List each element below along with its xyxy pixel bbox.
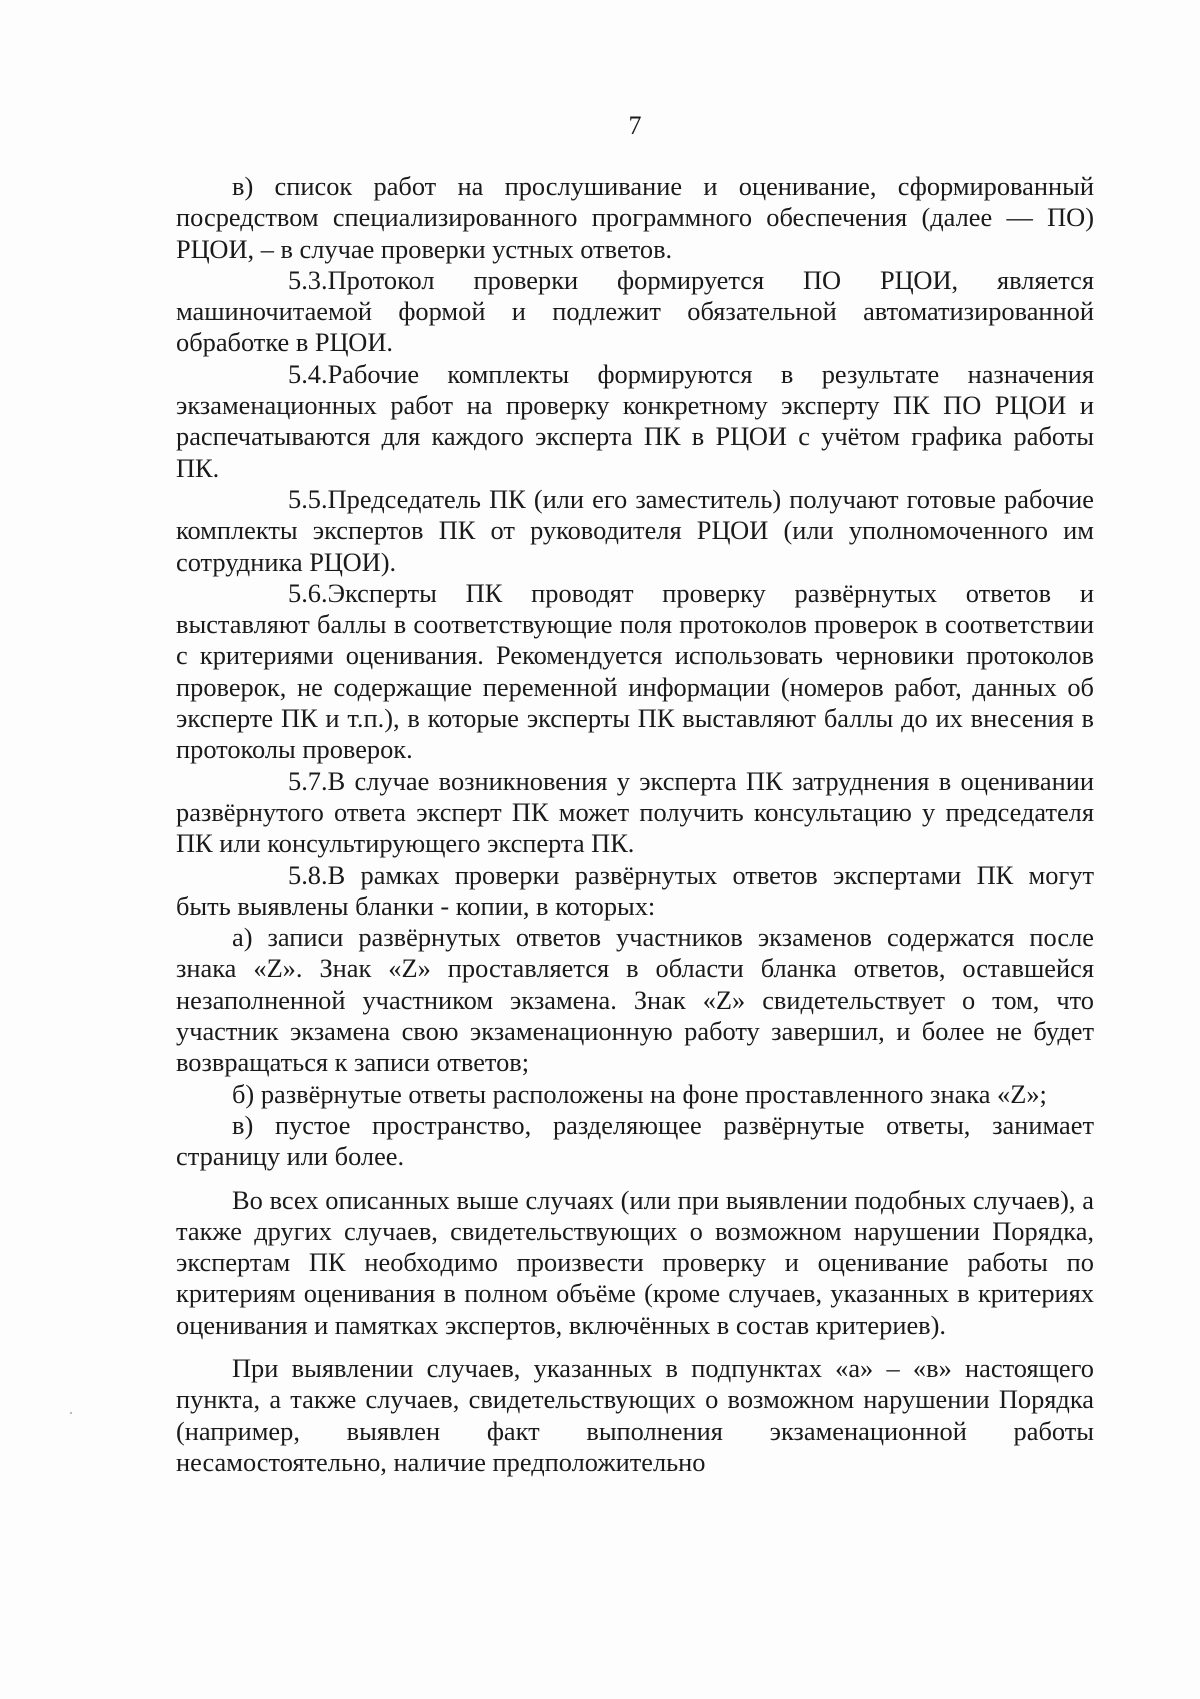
clause-number: 5.4. bbox=[288, 358, 328, 389]
list-item-text: б) развёрнутые ответы расположены на фоне проставленного знака «Z»; bbox=[232, 1078, 1047, 1109]
clause-text: Рабочие комплекты формируются в результате назначения экзаменационных работ на проверку конкретному эксперту ПК ПО РЦОИ и распечатываются для каждого эксперта ПК в РЦОИ с учётом графика работы ПК. bbox=[176, 358, 1094, 483]
clause-text: В случае возникновения у эксперта ПК затруднения в оценивании развёрнутого ответа эксперт ПК может получить консультацию у председателя ПК или консультирующего эксперта ПК. bbox=[176, 765, 1094, 859]
clause-5-5 bbox=[176, 484, 1094, 578]
list-item-v bbox=[176, 1110, 1094, 1173]
clause-5-8 bbox=[176, 860, 1094, 923]
clause-number: 5.7. bbox=[288, 765, 328, 796]
document-body bbox=[176, 171, 1094, 1478]
paragraph-text: При выявлении случаев, указанных в подпунктах «а» – «в» настоящего пункта, а также случаев, свидетельствующих о возможном нарушении Порядка (например, выявлен факт выполнения экзаменационной работы несамостоятельно, наличие предположительно bbox=[176, 1352, 1094, 1477]
clause-5-3 bbox=[176, 265, 1094, 359]
clause-text: Эксперты ПК проводят проверку развёрнутых ответов и выставляют баллы в соответствующие поля протоколов проверок в соответствии с критериями оценивания. Рекомендуется использовать черновики протоколов проверок, не содержащие переменной информации (номеров работ, данных об эксперте ПК и т.п.), в которые эксперты ПК выставляют баллы до их внесения в протоколы проверок. bbox=[176, 577, 1094, 765]
clause-number: 5.6. bbox=[288, 577, 328, 608]
clause-5-7 bbox=[176, 766, 1094, 860]
list-item-b bbox=[176, 1079, 1094, 1110]
clause-number: 5.3. bbox=[288, 264, 328, 295]
page-number: 7 bbox=[628, 111, 642, 140]
clause-text: Председатель ПК (или его заместитель) получают готовые рабочие комплекты экспертов ПК от руководителя РЦОИ (или уполномоченного им сотрудника РЦОИ). bbox=[176, 483, 1094, 577]
clause-number: 5.8. bbox=[288, 859, 328, 890]
paragraph-text: в) список работ на прослушивание и оценивание, сформированный посредством специализированного программного обеспечения (далее — ПО) РЦОИ, – в случае проверки устных ответов. bbox=[176, 171, 1094, 264]
clause-text: В рамках проверки развёрнутых ответов экспертами ПК могут быть выявлены бланки - копии, в которых: bbox=[176, 859, 1094, 921]
paragraph-list-item-v-oral bbox=[176, 171, 1094, 265]
paragraph-text: Во всех описанных выше случаях (или при выявлении подобных случаев), а также других случаев, свидетельствующих о возможном нарушении Порядка, экспертам ПК необходимо произвести проверку и оценивание работы по критериям оценивания в полном объёме (кроме случаев, указанных в критериях оценивания и памятках экспертов, включённых в состав критериев). bbox=[176, 1184, 1094, 1340]
clause-5-6 bbox=[176, 578, 1094, 766]
scan-artifact-dot bbox=[70, 1412, 72, 1414]
list-item-a bbox=[176, 922, 1094, 1078]
clause-text: Протокол проверки формируется ПО РЦОИ, является машиночитаемой формой и подлежит обязательной автоматизированной обработке в РЦОИ. bbox=[176, 264, 1094, 358]
list-item-text: в) пустое пространство, разделяющее развёрнутые ответы, занимает страницу или более. bbox=[176, 1109, 1094, 1172]
paragraph-when-detected bbox=[176, 1353, 1094, 1478]
paragraph-all-cases bbox=[176, 1185, 1094, 1341]
clause-5-4 bbox=[176, 359, 1094, 484]
clause-number: 5.5. bbox=[288, 483, 328, 514]
list-item-text: а) записи развёрнутых ответов участников экзаменов содержатся после знака «Z». Знак «Z» проставляется в области бланка ответов, оставшейся незаполненной участником экзамена. Знак «Z» свидетельствует о том, что участник экзамена свою экзаменационную работу завершил, и более не будет возвращаться к записи ответов; bbox=[176, 922, 1094, 1078]
